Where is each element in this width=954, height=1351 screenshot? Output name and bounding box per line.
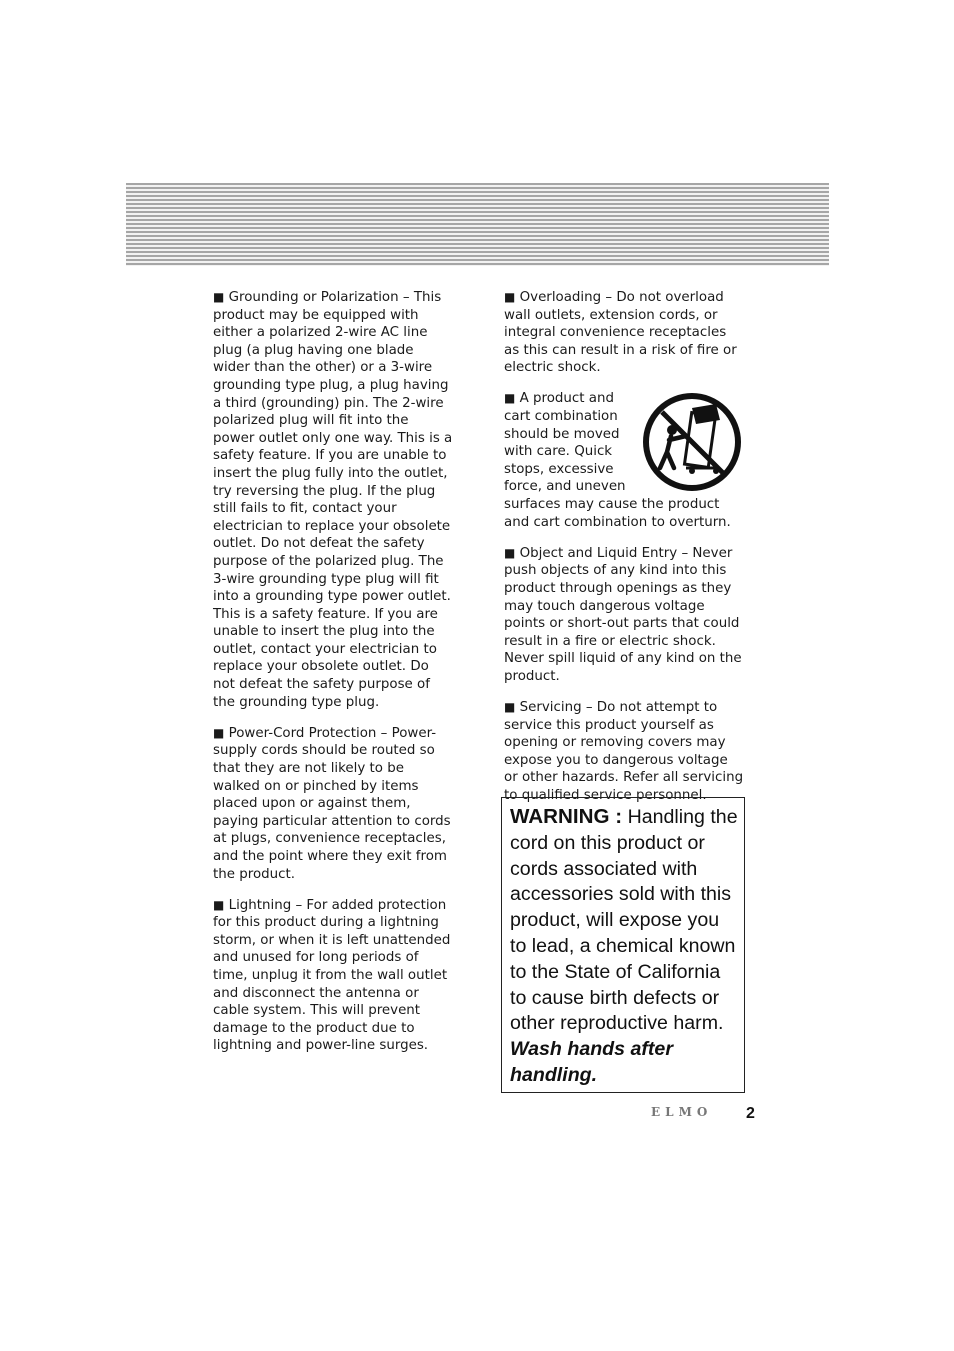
warning-text: Handling the cord on this product or cords associated with accessories sold with this product, will expose you to lead, a chemical known to the State of California to cause birth defects or other reproductive harm. [510,806,738,1035]
section-grounding: ■ Grounding or Polarization – This product may be equipped with either a polarized 2-wire AC line plug (a plug having one blade wider than the other) or a 3-wire grounding type plug, a plug having a third (grounding) pin. The 2-wire polarized plug will fit into the power outlet only one way. This is a safety feature. If you are unable to insert the plug fully into the outlet, try reversing the plug. If the plug still fails to fit, contact your electrician to replace your obsolete outlet. Do not defeat the safety purpose of the polarized plug. The 3-wire grounding type plug will fit into a grounding type power outlet. This is a safety feature. If you are unable to insert the plug into the outlet, contact your electrician to replace your obsolete outlet. Do not defeat the safety purpose of the grounding type plug. [213,290,453,710]
cart-tip-over-icon [640,390,744,494]
warning-box [501,797,745,1093]
bullet-icon: ■ [504,290,516,304]
section-overloading: ■ Overloading – Do not overload wall outlets, extension cords, or integral convenience receptacles as this can result in a risk of fire or electric shock. [504,290,737,376]
header-banner [126,183,829,266]
section-servicing: ■ Servicing – Do not attempt to service this product yourself as opening or removing covers may expose you to dangerous voltage or other hazards. Refer all servicing to qualified service personnel. [504,699,744,803]
warning-emphasis: Wash hands after handling. [510,1038,673,1086]
bullet-icon: ■ [213,725,225,740]
section-power-cord: ■ Power-Cord Protection – Power-supply cords should be routed so that they are not likely to be walked on or pinched by items placed upon or against them, paying particular attention to cords at plugs, convenience receptacles, and the point where they exit from the product. [213,725,451,882]
section-lightning: ■ Lightning – For added protection for this product during a lightning storm, or when it is left unattended and unused for long periods of time, unplug it from the wall outlet and disconnect the antenna or cable system. This will prevent damage to the product due to lightning and power-line surges. [213,897,451,1054]
brand-logo: ELMO [651,1105,713,1119]
section-object-liquid: ■ Object and Liquid Entry – Never push objects of any kind into this product through openings as they may touch dangerous voltage points or short-out parts that could result in a fire or electric shock. Never spill liquid of any kind on the product. [504,545,742,684]
warning-label: WARNING : [510,805,623,828]
bullet-icon: ■ [213,290,225,304]
right-column [504,289,744,818]
bullet-icon: ■ [504,391,516,406]
section-cart: ■ A product and cart combination should be moved with care. Quick stops, excessive force, and uneven surfaces may cause the product and cart combination to overturn. [504,390,744,531]
left-column [213,289,453,1068]
page-number: 2 [746,1105,755,1122]
bullet-icon: ■ [213,897,225,912]
bullet-icon: ■ [504,699,516,714]
bullet-icon: ■ [504,545,516,560]
